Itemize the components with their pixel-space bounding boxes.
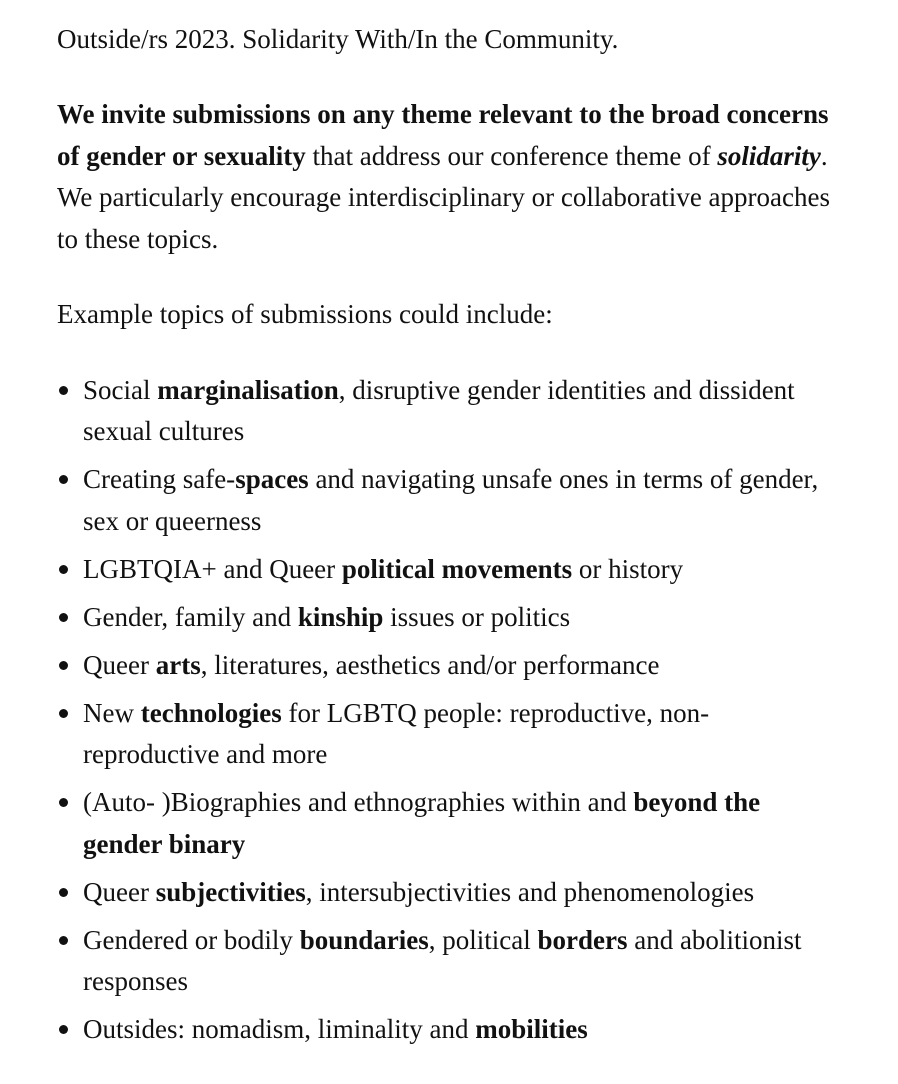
intro-text-1: that address our conference theme of (305, 140, 718, 171)
list-item (57, 782, 843, 865)
intro-text-2: . We particularly encourage interdisciplinary or collaborative approaches to these topics. (57, 140, 830, 254)
topic-text: , literatures, aesthetics and/or performance (200, 649, 660, 680)
list-item (57, 459, 843, 542)
topic-keyword: mobilities (475, 1014, 588, 1044)
topics-lead: Example topics of submissions could include: (57, 299, 553, 329)
topic-keyword: subjectivities (155, 876, 306, 907)
topic-keyword: spaces (235, 464, 309, 494)
list-item (57, 549, 843, 591)
topic-keyword: arts (155, 649, 201, 680)
topic-text: , political (428, 924, 538, 955)
topic-text: Queer (83, 649, 156, 680)
list-item (57, 370, 843, 453)
list-item (57, 920, 843, 1003)
bullet-icon (59, 613, 68, 622)
topic-keyword: boundaries (299, 924, 429, 955)
topic-text: and abolitionist responses (83, 924, 802, 996)
topic-text: , intersubjectivities and phenomenologies (305, 876, 755, 907)
bullet-icon (59, 661, 68, 670)
intro-paragraph (57, 94, 847, 260)
topic-keyword: borders (537, 924, 628, 955)
bullet-icon (59, 936, 68, 945)
topic-text: Creating safe- (83, 464, 236, 494)
topic-text: for LGBTQ people: reproductive, non-reproductive and more (83, 697, 710, 769)
topic-keyword: marginalisation (157, 374, 339, 405)
list-item (57, 693, 843, 776)
topics-list (57, 370, 857, 1051)
list-item (57, 645, 843, 687)
bullet-icon (59, 386, 68, 395)
topic-keyword: political movements (341, 553, 573, 584)
topic-text: , disruptive gender identities and dissident sexual cultures (83, 374, 795, 446)
topic-keyword: kinship (297, 601, 384, 632)
topic-text: Social (83, 374, 158, 405)
list-item (57, 597, 843, 639)
bullet-icon (59, 888, 68, 897)
list-item (57, 1009, 843, 1051)
topic-text: Gendered or bodily (83, 924, 300, 955)
topic-text: LGBTQIA+ and Queer (83, 553, 342, 584)
topic-text: and navigating unsafe ones in terms of gender, sex or queerness (83, 464, 819, 536)
intro-bold-lead: We invite submissions on any theme relevant to the broad concerns of gender or sexuality (57, 99, 829, 171)
page-title: Outside/rs 2023. Solidarity With/In the Community. (57, 24, 619, 54)
document-body (57, 19, 857, 1057)
bullet-icon (59, 565, 68, 574)
topic-keyword: beyond the gender binary (83, 787, 761, 859)
topic-text: or history (572, 553, 684, 584)
list-item (57, 872, 843, 914)
topic-text: New (83, 697, 141, 728)
topic-text: issues or politics (383, 601, 571, 632)
bullet-icon (59, 1025, 68, 1034)
bullet-icon (59, 709, 68, 718)
topic-text: Gender, family and (83, 601, 298, 632)
topic-text: Queer (83, 876, 156, 907)
bullet-icon (59, 475, 68, 484)
intro-emphasis: solidarity (717, 140, 821, 171)
topic-text: (Auto- )Biographies and ethnographies within and (83, 787, 634, 817)
topic-text: Outsides: nomadism, liminality and (83, 1014, 476, 1044)
bullet-icon (59, 798, 68, 807)
topic-keyword: technologies (140, 697, 282, 728)
